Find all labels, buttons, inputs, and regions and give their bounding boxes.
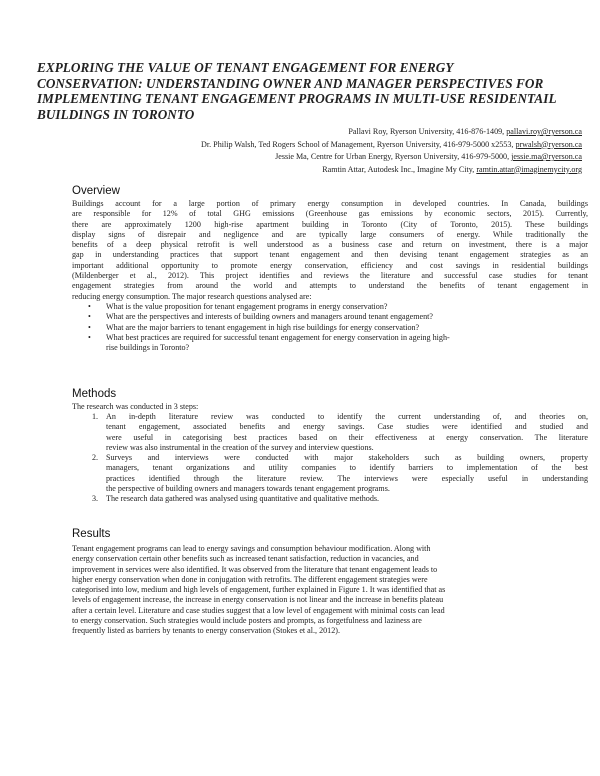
methods-intro [72,402,588,412]
results-paragraph [72,544,588,637]
list-item-text: What is the value proposition for tenant engagement programs in energy conservation? [106,302,388,311]
title-line: EXPLORING THE VALUE OF TENANT ENGAGEMENT FOR ENERGY [37,60,454,75]
text-line: after a certain level. Literature and case studies suggest that a low level of engagement with minimal costs can lead [72,605,445,615]
list-item-text: Surveys and interviews were conducted with major stakeholders such as building owners, property [106,453,588,463]
list-item: • What is the value proposition for tenant engagement programs in energy conservation? [0,302,450,312]
list-item: • What are the major barriers to tenant engagement in high rise buildings for energy conservation? [0,323,450,333]
text-line: higher energy conservation when done in conjugation with retrofits. The different engagement strategies were [72,574,428,584]
step-number: 3. [92,494,99,504]
text-line: reducing energy consumption. The major research questions analysed are: [72,291,312,301]
title-line: CONSERVATION: UNDERSTANDING OWNER AND MANAGER PERSPECTIVES FOR [37,75,544,91]
text-line: levels of engagement increase, the increase in energy conservation is not linear and the increase in benefits plateau [72,595,444,605]
list-item-text: were useful in categorising best practices based on their effectiveness at energy conservation. The literature [106,432,588,442]
list-item-text: The research data gathered was analysed using quantitative and qualitative methods. [106,494,380,504]
list-item-text: tenant engagement, associated benefits and energy savings. Case studies were identified and studied and [106,422,588,432]
list-item-text: rise buildings in Toronto? [106,343,190,353]
text-line: frequently listed as barriers by tenants to energy conservation (Stokes et al., 2012). [72,626,340,636]
list-item: • What are the perspectives and interests of building owners and managers around tenant engagement? [0,312,450,322]
text-line: gap in understanding practices that support tenant engagement and then devising tenant engagement strategies as an [72,250,588,260]
list-item-text: What are the major barriers to tenant engagement in high rise buildings for energy conservation? [106,322,420,332]
text-line: there are approximately 1200 high-rise apartment building in Toronto (City of Toronto, 2015). These buildings [72,219,588,229]
step-number: 1. [92,412,99,421]
text-line: display signs of disrepair and negligence and are typically large consumers of energy. While traditionally the [72,229,588,239]
text-line: categorised into low, medium and high levels of engagement, further explained in Figure 1. It was identified that as [72,585,446,595]
list-item-text: review was also instrumental in the creation of the survey and interview questions. [106,442,374,452]
list-item-text: What are the perspectives and interests of building owners and managers around tenant engagement? [106,312,434,322]
overview-paragraph [72,199,588,302]
overview-heading: Overview [72,185,120,197]
text-line: improvement in services were also identified. It was observed from the literature that tenant engagement leads to [72,564,438,574]
author-email[interactable]: ramtin.attar@imaginemycity.org [476,164,582,174]
text-line: (Mildenberger et al., 2012). This project identifies and reviews the literature and successful case studies for tenant [72,271,588,281]
title-line: IMPLEMENTING TENANT ENGAGEMENT PROGRAMS IN MULTI-USE RESIDENTAIL [37,91,557,106]
research-questions-list [0,302,450,353]
text-line: are responsible for 12% of total GHG emissions (Greenhouse gas emissions by economic sectors, 2015). Currently, [72,209,588,219]
list-item-text: managers, tenant organizations and utility companies to identify barriers to implementation of the best [106,463,588,473]
author-email[interactable]: jessie.ma@ryerson.ca [511,152,582,161]
author-email[interactable]: pallavi.roy@ryerson.ca [506,127,582,136]
author-affiliation: Ramtin Attar, Autodesk Inc., Imagine My City, [322,164,477,174]
results-heading: Results [72,528,111,540]
step-number: 2. [92,453,99,463]
author-line [201,139,582,152]
author-affiliation: Dr. Philip Walsh, Ted Rogers School of Management, Ryerson University, 416-979-5000 x2553, [201,139,516,149]
author-affiliation: Jessie Ma, Centre for Urban Energy, Ryerson University, 416-979-5000, [275,152,512,161]
title-line: BUILDINGS IN TORONTO [37,106,195,122]
paper-title [37,60,577,122]
text-line: important additional opportunity to promote energy conservation, efficiency and cost savings in residential buildings [72,260,588,270]
text-line: engagement strategies from around the world and attempts to understand the benefits of tenant engagement in [72,281,588,291]
methods-heading: Methods [72,388,117,400]
author-affiliation: Pallavi Roy, Ryerson University, 416-876-1409, [348,127,507,136]
author-email[interactable]: prwalsh@ryerson.ca [515,139,582,149]
list-item [0,412,588,453]
text-line: benefits of a deep physical retrofit is well understood as a business case and return on investment, there is a major [72,240,588,250]
text-line: to energy conservation. Such strategies would include posters and prompts, as forgetfulness and laziness are [72,616,422,626]
text-line: energy conservation certain other benefits such as increased tenant satisfaction, reduction in vacancies, and [72,554,419,564]
list-item-text: the perspective of building owners and managers towards tenant engagement programs. [106,484,390,494]
list-item-text: An in-depth literature review was conducted to identify the current understanding of, and theories on, [106,412,588,421]
text-line: Tenant engagement programs can lead to energy savings and consumption behaviour modification. Along with [72,544,431,553]
author-line [201,126,582,139]
list-item: • What best practices are required for successful tenant engagement for energy conservation in ageing high- rise buildings in Toronto? [88,332,450,353]
author-line [201,164,582,177]
list-item-text: What best practices are required for successful tenant engagement for energy conservation in ageing high- [106,332,450,342]
list-item-text: practices identified through the literature review. The interviews were especially useful in understanding [106,473,588,483]
text-line: The research was conducted in 3 steps: [72,402,199,411]
author-list [201,126,582,176]
methods-steps-list [0,412,588,505]
list-item [0,494,588,504]
author-line [201,151,582,164]
list-item [0,453,588,494]
text-line: Buildings account for a large portion of primary energy consumption in developed countries. In Canada, buildings [72,199,588,208]
